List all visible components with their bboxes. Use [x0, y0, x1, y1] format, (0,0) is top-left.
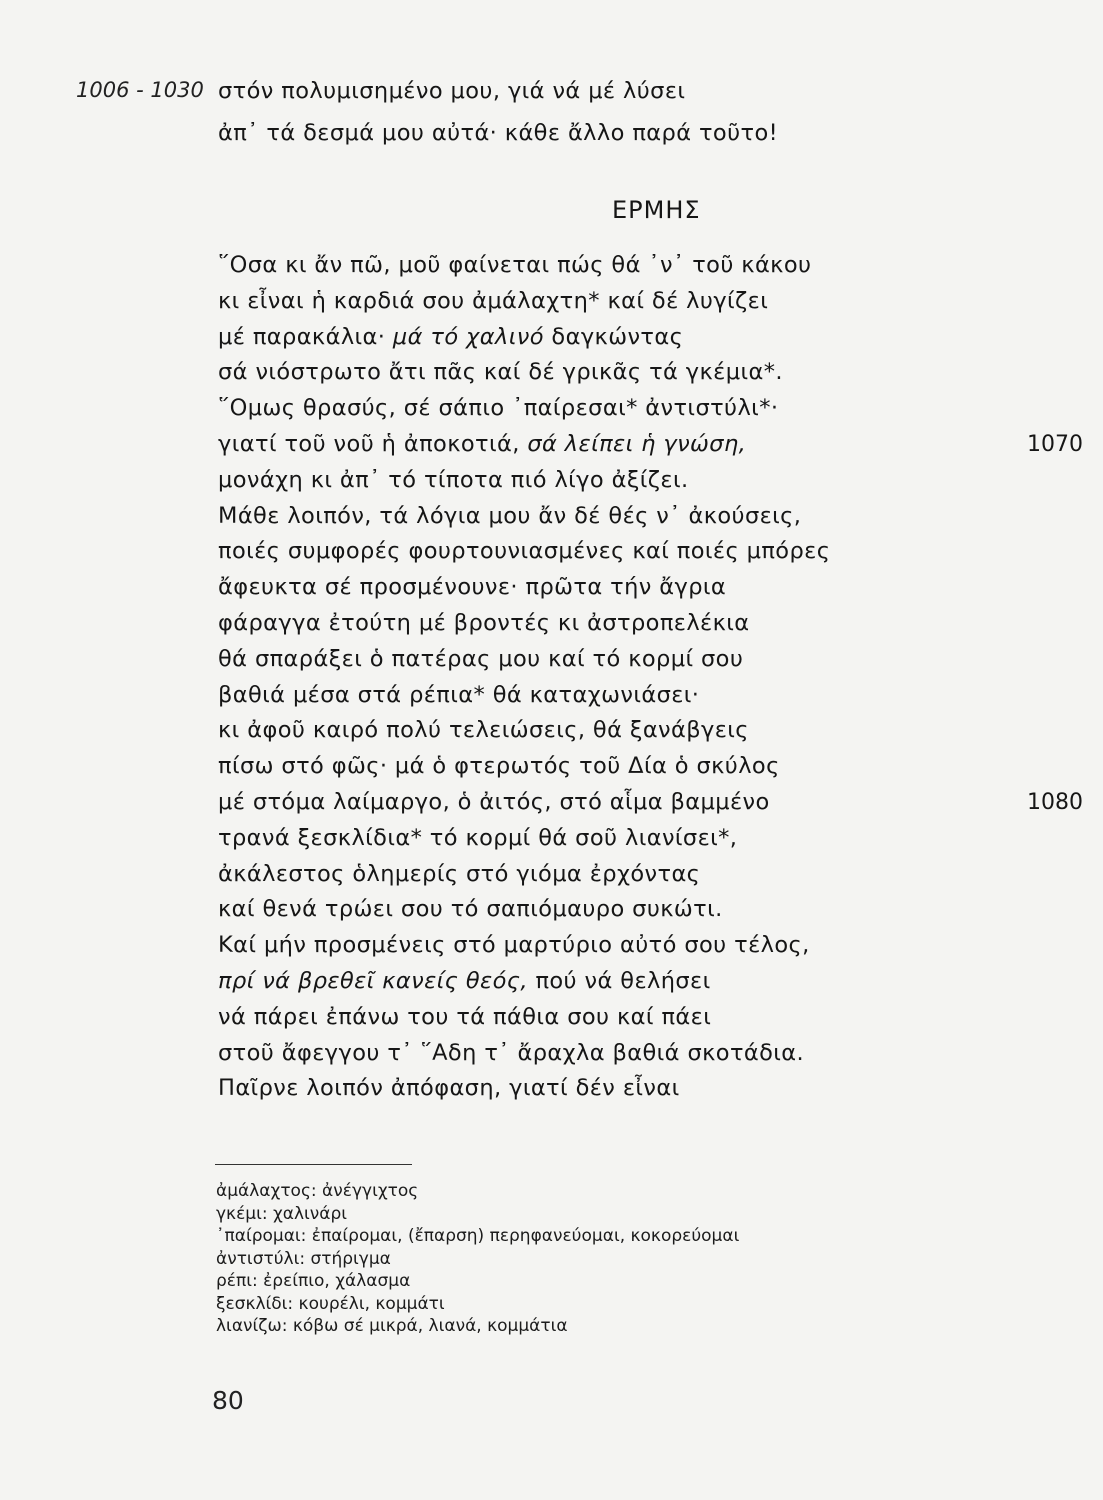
- verse-line: νά πάρει ἐπάνω του τά πάθια σου καί πάει: [218, 1003, 712, 1030]
- footnote-item: γκέμι: χαλινάρι: [216, 1203, 348, 1224]
- verse-line: μέ παρακάλια· μά τό χαλινό δαγκώντας: [218, 323, 684, 350]
- verse-line: κι εἶναι ἡ καρδιά σου ἀμάλαχτη* καί δέ λυγίζει: [218, 287, 769, 314]
- footnote-item: ξεσκλίδι: κουρέλι, κομμάτι: [216, 1293, 445, 1314]
- verse-line: πρί νά βρεθεῖ κανείς θεός, πού νά θελήσει: [218, 968, 711, 994]
- verse-line: καί θενά τρώει σου τό σαπιόμαυρο συκώτι.: [218, 896, 723, 923]
- page-number: 80: [212, 1386, 244, 1415]
- verse-line: μέ στόμα λαίμαργο, ὁ ἀιτός, στό αἷμα βαμμένο: [218, 789, 770, 815]
- footnote-item: ἀμάλαχτος: ἀνέγγιχτος: [216, 1181, 419, 1201]
- verse-line: στοῦ ἄφεγγου τ᾽ ῞Αδη τ᾽ ἄραχλα βαθιά σκοτάδια.: [218, 1039, 805, 1066]
- verse-line: σά νιόστρωτο ἄτι πᾶς καί δέ γρικᾶς τά γκέμια*.: [218, 359, 783, 386]
- verse-line: τρανά ξεσκλίδια* τό κορμί θά σοῦ λιανίσει*,: [218, 824, 738, 851]
- verse-line: κι ἀφοῦ καιρό πολύ τελειώσεις, θά ξανάβγεις: [218, 717, 749, 744]
- footnote-item: λιανίζω: κόβω σέ μικρά, λιανά, κομμάτια: [216, 1316, 568, 1336]
- speaker-name: ΕΡΜΗΣ: [612, 196, 701, 224]
- verse-line: ἀκάλεστος ὁλημερίς στό γιόμα ἐρχόντας: [218, 860, 701, 887]
- footnote-item: ᾽παίρομαι: ἐπαίρομαι, (ἔπαρση) περηφανεύομαι, κοκορεύομαι: [216, 1226, 740, 1246]
- verse-line: ῞Οσα κι ἄν πῶ, μοῦ φαίνεται πώς θά ᾽ν᾽ τοῦ κάκου: [218, 252, 812, 278]
- italic-phrase: μά τό χαλινό: [392, 323, 544, 350]
- line-number: 1070: [1027, 432, 1083, 457]
- verse-line: θά σπαράξει ὁ πατέρας μου καί τό κορμί σου: [218, 645, 744, 672]
- verse-line: βαθιά μέσα στά ρέπια* θά καταχωνιάσει·: [218, 681, 700, 708]
- verse-line: Μάθε λοιπόν, τά λόγια μου ἄν δέ θές ν᾽ ἀκούσεις,: [218, 502, 802, 529]
- verse-line: στόν πολυμισημένο μου, γιά νά μέ λύσει: [218, 78, 686, 104]
- line-range-header: 1006 - 1030: [76, 78, 204, 102]
- line-number: 1080: [1027, 790, 1083, 815]
- verse-line: ἄφευκτα σέ προσμένουνε· πρῶτα τήν ἄγρια: [218, 574, 727, 601]
- verse-line: ἀπ᾽ τά δεσμά μου αὐτά· κάθε ἄλλο παρά τοῦτο!: [218, 120, 779, 146]
- verse-line: μονάχη κι ἀπ᾽ τό τίποτα πιό λίγο ἀξίζει.: [218, 466, 689, 493]
- verse-line: Παῖρνε λοιπόν ἀπόφαση, γιατί δέν εἶναι: [218, 1075, 680, 1102]
- verse-line: ῞Ομως θρασύς, σέ σάπιο ᾽παίρεσαι* ἀντιστύλι*·: [218, 395, 779, 422]
- italic-phrase: πρί νά βρεθεῖ κανείς θεός,: [218, 968, 528, 994]
- footnote-item: ρέπι: ἐρείπιο, χάλασμα: [216, 1271, 411, 1291]
- verse-line: Καί μήν προσμένεις στό μαρτύριο αὐτό σου τέλος,: [218, 932, 810, 959]
- verse-line: φάραγγα ἐτούτη μέ βροντές κι ἀστροπελέκια: [218, 610, 750, 636]
- footnote-item: ἀντιστύλι: στήριγμα: [216, 1248, 391, 1269]
- verse-line: πίσω στό φῶς· μά ὁ φτερωτός τοῦ Δία ὁ σκύλος: [218, 753, 780, 780]
- footnote-rule: [215, 1164, 412, 1165]
- verse-line: ποιές συμφορές φουρτουνιασμένες καί ποιές μπόρες: [218, 538, 831, 565]
- verse-line: γιατί τοῦ νοῦ ἡ ἀποκοτιά, σά λείπει ἡ γνώση,: [218, 431, 747, 457]
- italic-phrase: σά λείπει ἡ γνώση,: [527, 431, 747, 457]
